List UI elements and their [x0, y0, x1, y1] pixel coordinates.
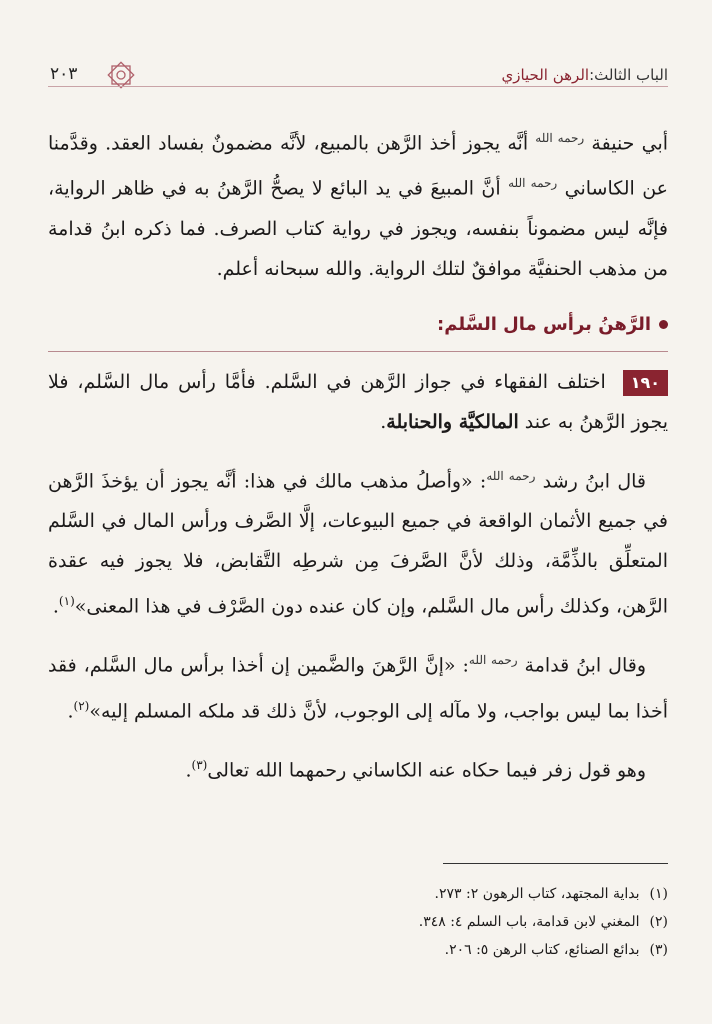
p2-bold: المالكيَّة والحنابلة — [386, 410, 519, 433]
honorific-mark: رحمه الله — [535, 131, 585, 145]
p4-quote: : «إنَّ الرَّهنَ والضَّمين إن أخذا برأس مال السَّلم، فقد أخذا بما ليس بواجب، ولا مآله إلى الوجوب، لأنَّ ذلك قد ملكه المسلم إليه» — [48, 654, 668, 722]
footnote-text: بداية المجتهد، كتاب الرهون ٢: ٢٧٣. — [434, 886, 640, 902]
section-divider — [48, 351, 668, 352]
footnote-1 — [48, 880, 668, 908]
p5-text: وهو قول زفر فيما حكاه عنه الكاساني رحمهما الله تعالى — [207, 759, 646, 782]
main-text — [48, 118, 668, 790]
p3-quote: : «وأصلُ مذهب مالك في هذا: أنَّه يجوز أن يؤخذَ الرَّهن في جميع الأثمان الواقعة في جميع البيوعات، إلَّا الصَّرف ورأس المال في السَّلم المتعلِّق بالذِّمَّة، وذلك لأنَّ الصَّرفَ مِن شرطِه التَّقابض، فلا يجوز فيه عقدة الرَّهن، وكذلك رأس مال السَّلم، وإن كان عنده دون الصَّرْف في هذا المعنى» — [48, 469, 668, 618]
honorific-mark: رحمه الله — [468, 653, 518, 668]
honorific-mark: رحمه الله — [486, 468, 536, 483]
section-heading-text: الرَّهنُ برأس مال السَّلم: — [437, 313, 651, 335]
footnote-text: بدائع الصنائع، كتاب الرهن ٥: ٢٠٦. — [444, 942, 640, 958]
section-heading — [48, 305, 668, 345]
footnote-number: (٣) — [649, 942, 668, 958]
paragraph-1 — [48, 118, 668, 289]
header-divider — [48, 86, 668, 87]
p1-start: أبي حنيفة — [591, 132, 669, 155]
paragraph-number-badge: ١٩٠ — [623, 370, 668, 396]
paragraph-4 — [48, 640, 668, 731]
running-title-prefix: الباب الثالث: — [589, 66, 668, 84]
footnotes — [48, 880, 668, 964]
running-title — [501, 66, 668, 84]
p2-end: . — [380, 410, 387, 433]
bullet-icon — [659, 320, 668, 329]
footnote-ref-3[interactable]: (٣) — [191, 757, 208, 772]
paragraph-2 — [48, 362, 668, 442]
paragraph-3 — [48, 456, 668, 627]
paragraph-5 — [48, 745, 668, 790]
footnote-ref-1[interactable]: (١) — [58, 593, 75, 608]
p4-end: . — [67, 699, 74, 722]
footnote-2 — [48, 908, 668, 936]
p5-end: . — [185, 759, 192, 782]
p4-start: وقال ابنُ قدامة — [524, 654, 646, 677]
footnote-divider — [443, 863, 668, 864]
p1-middle: أنَّه يجوز أخذ الرَّهن بالمبيع، لأنَّه مضمونٌ بفساد العقد. وقدَّمنا عن الكاساني — [48, 132, 669, 200]
footnote-number: (١) — [649, 886, 668, 902]
footnote-number: (٢) — [649, 914, 668, 930]
page-number: ٢٠٣ — [50, 64, 78, 84]
honorific-mark: رحمه الله — [508, 176, 558, 191]
p3-start: قال ابنُ رشد — [542, 469, 646, 492]
p1-end: أنَّ المبيعَ في يد البائع لا يصحُّ الرَّهنُ به في ظاهر الرواية، فإنَّه ليس مضموناً بنفسه، ويجوز في رواية كتاب الصرف. فما ذكره ابنُ قدامة من مذهب الحنفيَّة موافقٌ لتلك الرواية. والله سبحانه أعلم. — [48, 177, 668, 280]
footnote-text: المغني لابن قدامة، باب السلم ٤: ٣٤٨. — [418, 914, 640, 930]
footnote-3 — [48, 936, 668, 964]
footnote-ref-2[interactable]: (٢) — [73, 698, 90, 713]
p3-end: . — [52, 595, 59, 618]
running-title-main: الرهن الحيازي — [501, 66, 590, 84]
p2-text: اختلف الفقهاء في جواز الرَّهن في السَّلم. فأمَّا رأس مال السَّلم، فلا يجوز الرَّهنُ به عند — [48, 370, 668, 433]
